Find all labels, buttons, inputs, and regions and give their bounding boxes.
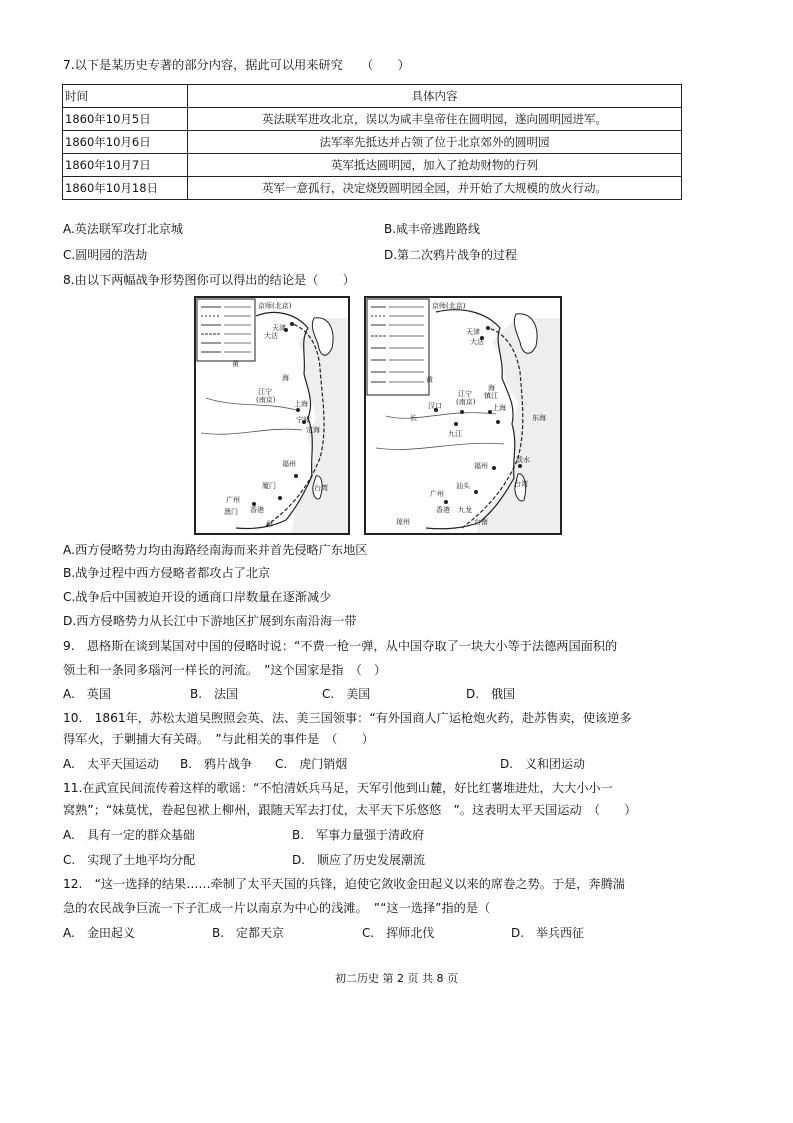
table-cell-content: 英军抵达圆明园，加入了抢劫财物的行列 bbox=[188, 154, 682, 177]
map-right-label: 琼州 bbox=[396, 518, 410, 526]
q8-option-c: C.战争后中国被迫开设的通商口岸数量在逐渐减少 bbox=[63, 590, 332, 604]
map-left-label: 海 bbox=[282, 374, 289, 382]
map-right-label: 淡水 bbox=[516, 456, 530, 464]
map-right-label: 福州 bbox=[474, 462, 488, 470]
table-header-row bbox=[63, 85, 682, 108]
map-right-label: 九龙 bbox=[458, 506, 472, 514]
table-cell-date: 1860年10月5日 bbox=[63, 108, 188, 131]
q9-stem-line2: 领土和一条同多瑙河一样长的河流。 ”这个国家是指 （ ） bbox=[63, 663, 387, 677]
map-right-label: 京师(北京) bbox=[432, 302, 466, 310]
map-legend-box bbox=[367, 299, 429, 395]
map-left-label: 黄 bbox=[232, 360, 239, 368]
map-right-label: (南京) bbox=[456, 398, 476, 406]
table-row bbox=[63, 154, 682, 177]
q12-option-d: D. 举兵西征 bbox=[511, 926, 585, 940]
map-right-label: 上海 bbox=[492, 404, 506, 412]
map-right-label: 广州 bbox=[430, 490, 444, 498]
q11-stem-line1: 11.在武宣民间流传着这样的歌谣：“不怕清妖兵马足，天军引他到山麓，好比红薯堆进灶，大大小小一 bbox=[63, 781, 613, 795]
q10-option-b: B. 鸦片战争 bbox=[180, 757, 253, 771]
q12-stem-line1: 12. “这一选择的结果……牵制了太平天国的兵锋，迫使它敛收金田起义以来的席卷之势。于是，奔腾湍 bbox=[63, 877, 625, 891]
q10-stem-line1: 10. 1861年，苏松太道吴煦照会英、法、美三国领事：“有外国商人广运枪炮火药，赴苏售卖，使该逆多 bbox=[63, 711, 632, 725]
map-left-svg bbox=[196, 298, 348, 533]
q9-option-a: A. 英国 bbox=[63, 687, 111, 701]
q9-option-d: D. 俄国 bbox=[466, 687, 516, 701]
q7-stem: 7.以下是某历史专著的部分内容，据此可以用来研究 （ ） bbox=[63, 58, 410, 72]
q12-option-b: B. 定都天京 bbox=[212, 926, 285, 940]
map-left-label: 上海 bbox=[294, 400, 308, 408]
table-row bbox=[63, 108, 682, 131]
q9-option-c: C. 美国 bbox=[322, 687, 371, 701]
q12-option-a: A. 金田起义 bbox=[63, 926, 135, 940]
q11-stem-line2: 窝熟”；“妹莫忧，卷起包袱上柳州，跟随天军去打仗，太平天下乐悠悠 ”。这表明太平天国运动 （ ） bbox=[63, 803, 637, 817]
map-left-label: 澳门 bbox=[224, 508, 238, 516]
q10-option-d: D. 义和团运动 bbox=[500, 757, 586, 771]
q7-option-d: D.第二次鸦片战争的过程 bbox=[384, 248, 518, 262]
q7-table bbox=[62, 84, 682, 200]
map-left-label: 大沽 bbox=[264, 332, 278, 340]
map-right-label: 汉口 bbox=[428, 402, 442, 410]
map-left-label: 天津 bbox=[272, 324, 286, 332]
q10-option-c: C. 虎门销烟 bbox=[275, 757, 348, 771]
q7-option-a: A.英法联军攻打北京城 bbox=[63, 222, 183, 236]
map-right-label: 镇江 bbox=[484, 392, 498, 400]
q7-option-c: C.圆明园的浩劫 bbox=[63, 248, 148, 262]
page-footer: 初二历史 第 2 页 共 8 页 bbox=[335, 972, 458, 985]
map-right-label: 天津 bbox=[466, 328, 480, 336]
map-right-label: 长 bbox=[410, 414, 417, 422]
map-right-label: 黄 bbox=[426, 376, 433, 384]
table-cell-date: 1860年10月7日 bbox=[63, 154, 188, 177]
map-left-label: 宁波 bbox=[296, 416, 310, 424]
q11-option-a: A. 具有一定的群众基础 bbox=[63, 828, 195, 842]
q8-option-d: D.西方侵略势力从长江中下游地区扩展到东南沿海一带 bbox=[63, 614, 357, 628]
map-right-label: 大沽 bbox=[470, 338, 484, 346]
q11-option-b: B. 军事力量强于清政府 bbox=[292, 828, 425, 842]
map-right-label: 海 bbox=[488, 384, 495, 392]
table-cell-date: 1860年10月6日 bbox=[63, 131, 188, 154]
map-right-label: 香港 bbox=[436, 506, 450, 514]
table-cell-content: 英军一意孤行，决定烧毁圆明园全园，并开始了大规模的放火行动。 bbox=[188, 177, 682, 200]
table-header-time: 时间 bbox=[63, 85, 188, 108]
table-row bbox=[63, 177, 682, 200]
map-right-label: 台南 bbox=[474, 518, 488, 526]
map-left-label: 香港 bbox=[250, 506, 264, 514]
table-header-content: 具体内容 bbox=[188, 85, 682, 108]
q12-stem-line2: 急的农民战争巨流一下子汇成一片以南京为中心的浅滩。 ”“这一选择”指的是（ bbox=[63, 901, 491, 915]
map-opium-war-2 bbox=[364, 296, 562, 535]
map-right-label: 江宁 bbox=[458, 390, 472, 398]
map-right-label: 东海 bbox=[532, 414, 546, 422]
map-left-label: 广州 bbox=[226, 496, 240, 504]
q11-option-d: D. 顺应了历史发展潮流 bbox=[292, 853, 426, 867]
table-cell-content: 法军率先抵达并占领了位于北京郊外的圆明园 bbox=[188, 131, 682, 154]
map-right-label: 九江 bbox=[448, 430, 462, 438]
table-cell-content: 英法联军进攻北京，误以为咸丰皇帝住在圆明园，遂向圆明园进军。 bbox=[188, 108, 682, 131]
q7-option-b: B.咸丰帝逃跑路线 bbox=[384, 222, 481, 236]
map-left-label: 福州 bbox=[282, 460, 296, 468]
q8-option-a: A.西方侵略势力均由海路经南海而来并首先侵略广东地区 bbox=[63, 543, 368, 557]
table-row bbox=[63, 131, 682, 154]
map-left-label: 定海 bbox=[306, 426, 320, 434]
map-right-label: 汕头 bbox=[456, 482, 470, 490]
q12-option-c: C. 挥师北伐 bbox=[362, 926, 435, 940]
map-opium-war-1 bbox=[194, 296, 350, 535]
map-right-label: 台湾 bbox=[514, 480, 528, 488]
q9-stem-line1: 9. 恩格斯在谈到某国对中国的侵略时说：“不费一枪一弹，从中国夺取了一块大小等于法德两国面积的 bbox=[63, 639, 618, 653]
map-left-label: 厦门 bbox=[262, 482, 276, 490]
map-left-label: 台湾 bbox=[314, 484, 328, 492]
map-left-label: 江宁 bbox=[258, 388, 272, 396]
q11-option-c: C. 实现了土地平均分配 bbox=[63, 853, 196, 867]
q8-option-b: B.战争过程中西方侵略者都攻占了北京 bbox=[63, 566, 271, 580]
q9-option-b: B. 法国 bbox=[190, 687, 239, 701]
q8-stem: 8.由以下两幅战争形势图你可以得出的结论是（ ） bbox=[63, 273, 355, 287]
map-left-label: 州 bbox=[266, 520, 273, 528]
table-cell-date: 1860年10月18日 bbox=[63, 177, 188, 200]
q10-stem-line2: 得军火，于剿捕大有关碍。 ”与此相关的事件是 （ ） bbox=[63, 732, 374, 746]
map-left-label: 京师(北京) bbox=[258, 302, 292, 310]
map-right-svg bbox=[366, 298, 560, 533]
q10-option-a: A. 太平天国运动 bbox=[63, 757, 159, 771]
map-left-label: (南京) bbox=[256, 396, 276, 404]
